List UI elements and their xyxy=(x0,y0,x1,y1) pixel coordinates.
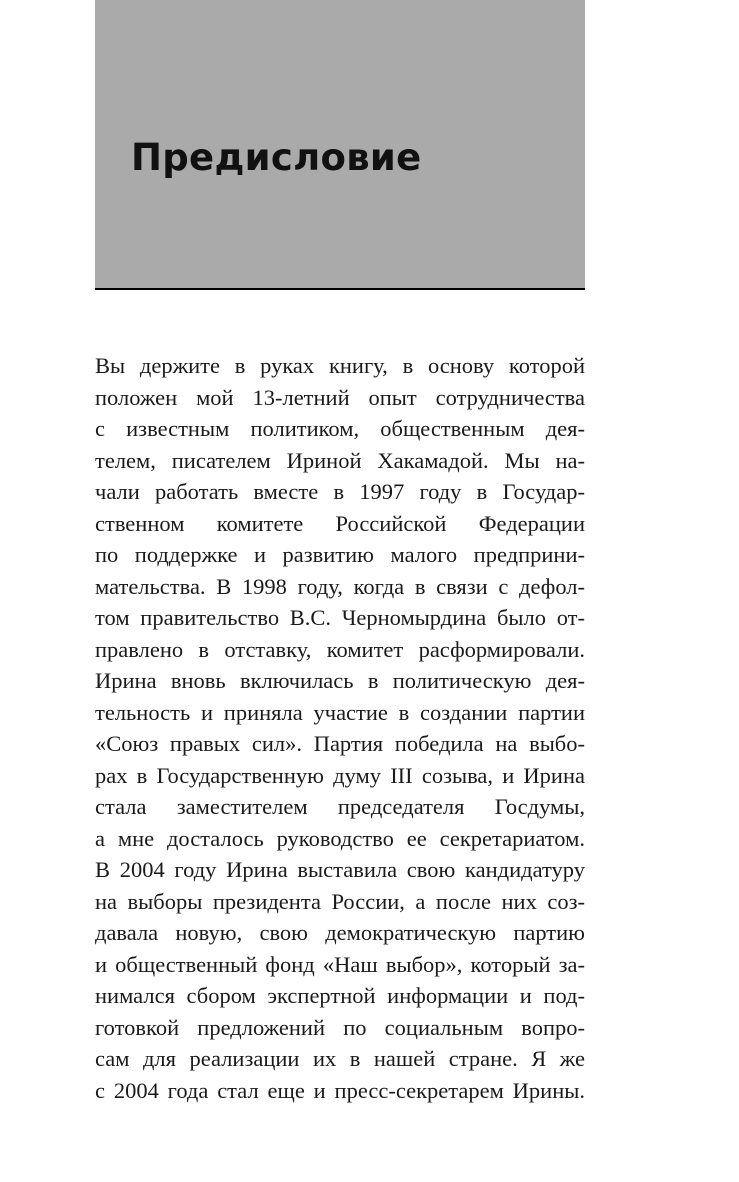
text-line: В 2004 году Ирина выставила свою кандидатуру xyxy=(95,857,585,882)
text-line: рах в Государственную думу III созыва, и Ирина xyxy=(95,762,585,788)
text-line: телем, писателем Ириной Хакамадой. Мы на- xyxy=(95,447,585,473)
text-line: том правительство В.С. Черномырдина было от- xyxy=(95,605,585,630)
text-line: чали работать вместе в 1997 году в Государ- xyxy=(95,479,585,504)
text-line: Вы держите в руках книгу, в основу которой xyxy=(95,353,585,378)
text-line: ственном комитете Российской Федерации xyxy=(95,510,585,536)
text-line: на выборы президента России, а после них соз- xyxy=(95,888,585,914)
text-line: мательства. В 1998 году, когда в связи с дефол- xyxy=(95,573,585,599)
text-line: «Союз правых сил». Партия победила на выбо- xyxy=(95,731,585,756)
chapter-title: Предисловие xyxy=(131,136,422,179)
text-line: положен мой 13-летний опыт сотрудничества xyxy=(95,384,585,410)
text-line: давала новую, свою демократическую партию xyxy=(95,920,585,945)
text-line: с 2004 года стал еще и пресс-секретарем Ирины. xyxy=(95,1077,585,1103)
text-line: сам для реализации их в нашей стране. Я же xyxy=(95,1046,585,1071)
text-line: нимался сбором экспертной информации и под- xyxy=(95,983,585,1008)
text-line: и общественный фонд «Наш выбор», который за- xyxy=(95,951,585,977)
chapter-header-box xyxy=(95,0,585,290)
text-line: правлено в отставку, комитет расформировали. xyxy=(95,636,585,662)
text-line: готовкой предложений по социальным вопро- xyxy=(95,1014,585,1040)
text-line: по поддержке и развитию малого предприни- xyxy=(95,542,585,567)
text-line: а мне досталось руководство ее секретариатом. xyxy=(95,825,585,851)
text-line: Ирина вновь включилась в политическую дея- xyxy=(95,668,585,693)
text-line: стала заместителем председателя Госдумы, xyxy=(95,794,585,819)
text-line: тельность и приняла участие в создании партии xyxy=(95,699,585,725)
text-line: с известным политиком, общественным дея- xyxy=(95,416,585,441)
body-paragraph xyxy=(95,350,585,1106)
